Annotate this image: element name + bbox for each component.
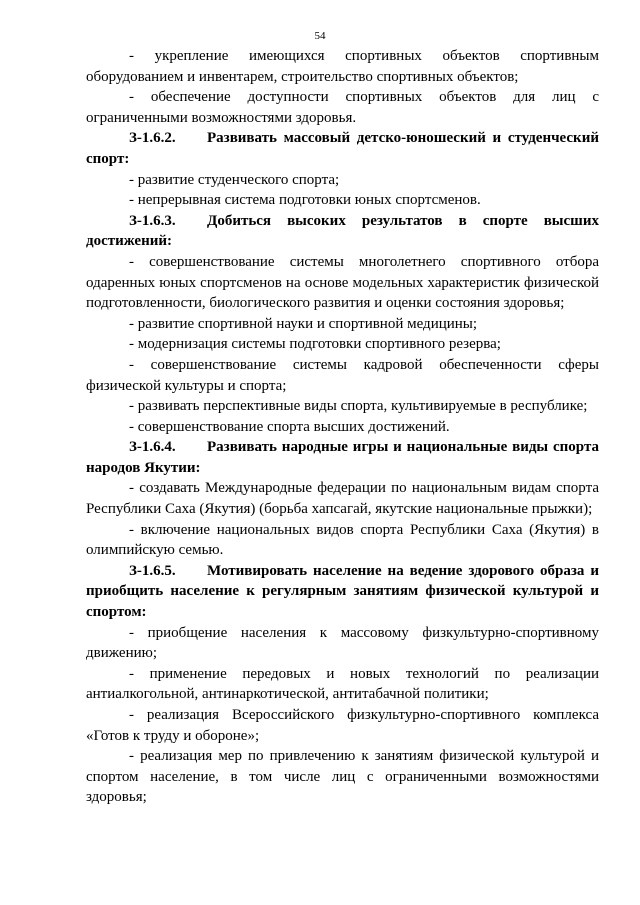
- list-item: - приобщение населения к массовому физкультурно-спортивному движению;: [86, 624, 599, 662]
- list-item: - совершенствование системы многолетнего спортивного отбора одаренных юных спортсменов на основе модельных характеристик физической подготовленности, биологического развития и оценки состояния здоровья;: [86, 253, 599, 312]
- list-item: - создавать Международные федерации по национальным видам спорта Республики Саха (Якутия) (борьба хапсагай, якутские национальные прыжки);: [86, 480, 599, 518]
- section-title: Развивать народные игры и национальные виды спорта народов Якутии:: [86, 439, 599, 476]
- list-item: - развивать перспективные виды спорта, культивируемые в республике;: [129, 398, 588, 415]
- document-body: [86, 46, 599, 808]
- list-item: - развитие спортивной науки и спортивной медицины;: [129, 315, 478, 332]
- section-heading: [86, 128, 599, 169]
- list-item: - применение передовых и новых технологий по реализации антиалкогольной, антинаркотической, антитабачной политики;: [86, 665, 599, 703]
- section-code: З-1.6.2.: [129, 130, 176, 147]
- section-code: З-1.6.5.: [129, 562, 176, 579]
- page-number: 54: [314, 30, 326, 42]
- section-heading: [86, 561, 599, 623]
- list-item: - непрерывная система подготовки юных спортсменов.: [129, 192, 481, 209]
- section-title: Добиться высоких результатов в спорте высших достижений:: [86, 212, 599, 250]
- list-item: - укрепление имеющихся спортивных объектов спортивным оборудованием и инвентарем, строительство спортивных объектов;: [86, 48, 599, 85]
- section-title: Развивать массовый детско-юношеский и студенческий спорт:: [86, 130, 599, 167]
- section-code: З-1.6.3.: [129, 212, 176, 229]
- list-item: - развитие студенческого спорта;: [129, 171, 340, 188]
- section-heading: [86, 211, 599, 252]
- list-item: - реализация Всероссийского физкультурно-спортивного комплекса «Готов к труду и обороне»;: [86, 707, 599, 744]
- section-title: Мотивировать население на ведение здорового образа и приобщить население к регулярным занятиям физической культурой и спортом:: [86, 562, 599, 621]
- section-code: З-1.6.4.: [129, 439, 176, 456]
- list-item: - модернизация системы подготовки спортивного резерва;: [129, 336, 501, 353]
- list-item: - включение национальных видов спорта Республики Саха (Якутия) в олимпийскую семью.: [86, 521, 599, 559]
- list-item: - совершенствование системы кадровой обеспеченности сферы физической культуры и спорта;: [86, 356, 599, 394]
- list-item: - обеспечение доступности спортивных объектов для лиц с ограниченными возможностями здоровья.: [86, 89, 599, 126]
- list-item: - совершенствование спорта высших достижений.: [129, 418, 450, 435]
- section-heading: [86, 437, 599, 478]
- list-item: - реализация мер по привлечению к занятиям физической культурой и спортом население, в том числе лиц с ограниченными возможностями здоровья;: [86, 748, 599, 806]
